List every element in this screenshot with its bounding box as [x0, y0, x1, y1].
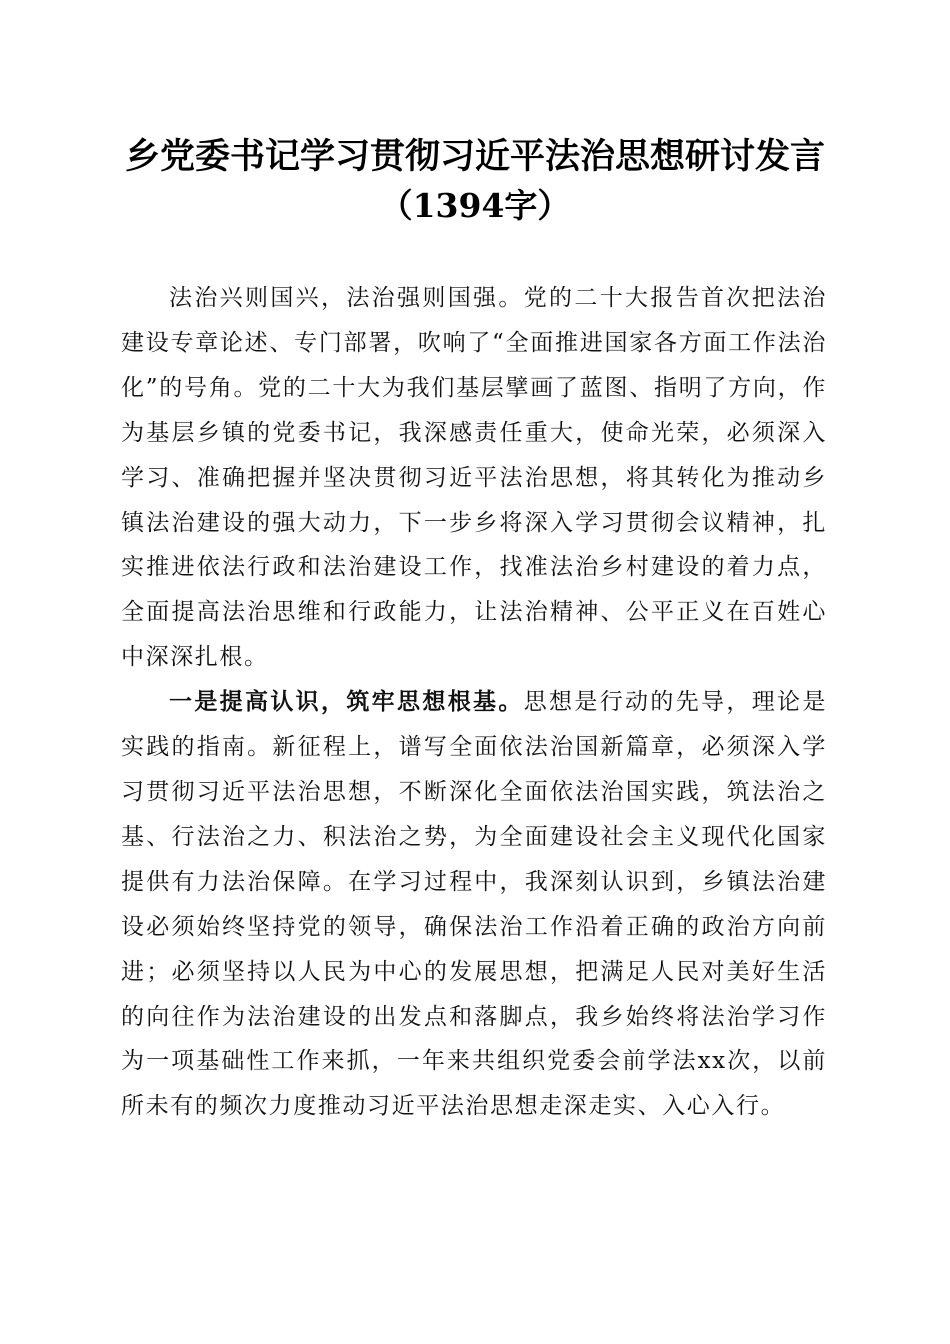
document-title: 乡党委书记学习贯彻习近平法治思想研讨发言 [124, 136, 825, 177]
document-subtitle-word-count: （1394字） [379, 186, 571, 225]
paragraph-point-one [121, 680, 827, 1129]
paragraph-text: 思想是行动的先导，理论是实践的指南。新征程上，谱写全面依法治国新篇章，必须深入学习贯彻习近平法治思想，不断深化全面依法治国实践，筑法治之基、行法治之力、积法治之势，为全面建设社会主义现代化国家提供有力法治保障。在学习过程中，我深刻认识到，乡镇法治建设必须始终坚持党的领导，确保法治工作沿着正确的政治方向前进；必须坚持以人民为中心的发展思想，把满足人民对美好生活的向往作为法治建设的出发点和落脚点，我乡始终将法治学习作为一项基础性工作来抓，一年来共组织党委会前学法xx次，以前所未有的频次力度推动习近平法治思想走深走实、入心入行。 [121, 689, 827, 1120]
paragraph-text: 法治兴则国兴，法治强则国强。党的二十大报告首次把法治建设专章论述、专门部署，吹响了“全面推进国家各方面工作法治化”的号角。党的二十大为我们基层擘画了蓝图、指明了方向，作为基层乡镇的党委书记，我深感责任重大，使命光荣，必须深入学习、准确把握并坚决贯彻习近平法治思想，将其转化为推动乡镇法治建设的强大动力，下一步乡将深入学习贯彻会议精神，扎实推进依法行政和法治建设工作，找准法治乡村建设的着力点，全面提高法治思维和行政能力，让法治精神、公平正义在百姓心中深深扎根。 [121, 285, 827, 671]
paragraph-intro [121, 276, 827, 680]
paragraph-lead: 一是提高认识，筑牢思想根基。 [169, 688, 524, 716]
document-body [121, 276, 827, 1129]
